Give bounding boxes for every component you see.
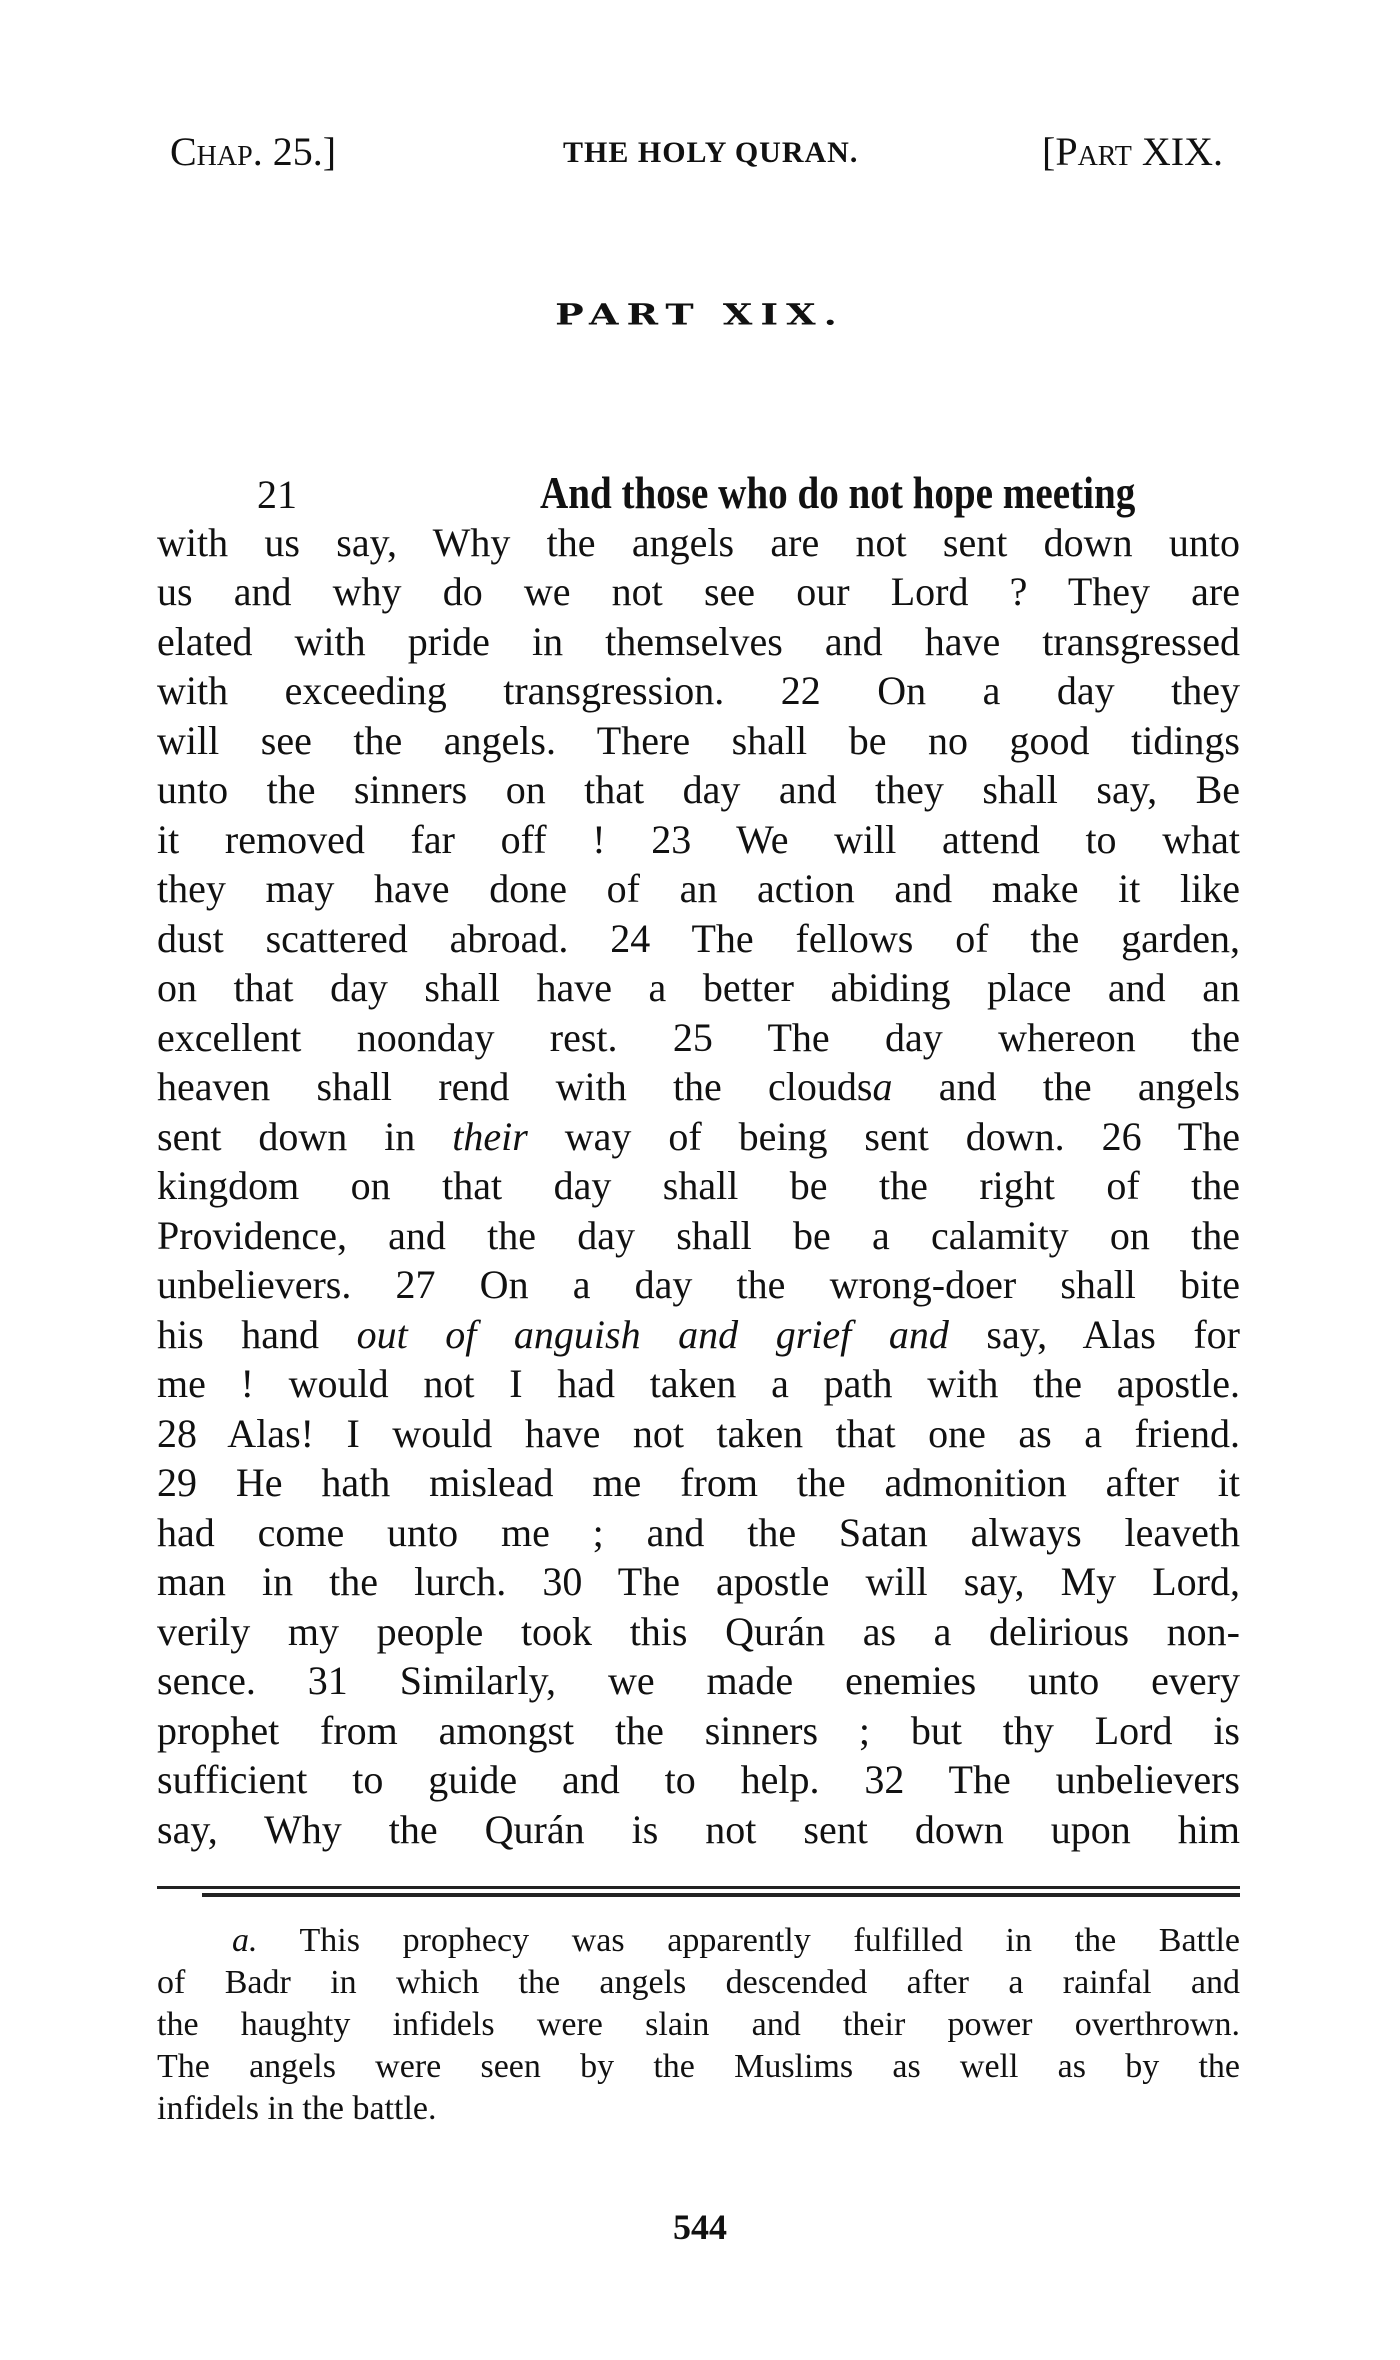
text-line	[157, 1508, 1240, 1558]
text-segment: unto the sinners on that day and they shall say, Be	[157, 767, 1240, 812]
text-line	[157, 468, 1240, 518]
text-segment: they may have done of an action and make it like	[157, 866, 1240, 911]
text-line	[157, 1112, 1240, 1162]
footnote	[157, 1920, 1240, 2130]
text-segment: and the angels	[892, 1064, 1241, 1109]
text-segment: sufficient to guide and to help. 32 The unbelievers	[157, 1757, 1240, 1802]
text-segment: will see the angels. There shall be no good tidings	[157, 717, 1240, 763]
text-line	[157, 1755, 1240, 1805]
text-line	[157, 1409, 1240, 1459]
text-segment: The angels were seen by the Muslims as well as by the	[157, 2048, 1240, 2085]
text-line	[157, 914, 1240, 964]
footnote-line	[157, 1920, 1240, 1962]
footnote-line	[157, 2046, 1240, 2088]
text-line	[157, 617, 1240, 667]
running-head-chapter: Chap. 25.]	[170, 129, 337, 174]
text-segment: Providence, and the day shall be a calamity on the	[157, 1212, 1240, 1258]
page-number: 544	[673, 2207, 727, 2247]
text-line	[157, 1211, 1240, 1261]
text-segment: say, Alas for	[948, 1311, 1240, 1357]
text-segment: sence. 31 Similarly, we made enemies unto every	[157, 1658, 1240, 1703]
text-line	[157, 1161, 1240, 1211]
text-segment: verily my people took this Qurán as a delirious non-	[157, 1608, 1240, 1654]
text-segment: his hand	[157, 1311, 357, 1357]
text-segment: way of being sent down. 26 The	[527, 1113, 1240, 1159]
text-line	[157, 1706, 1240, 1756]
text-line	[157, 864, 1240, 914]
text-segment: say, Why the Qurán is not sent down upon him	[157, 1806, 1240, 1852]
text-line	[157, 765, 1240, 815]
text-segment: kingdom on that day shall be the right of the	[157, 1163, 1240, 1208]
running-head-title: THE HOLY QURAN.	[563, 136, 859, 169]
text-segment: dust scattered abroad. 24 The fellows of the garden,	[157, 915, 1240, 961]
text-segment: on that day shall have a better abiding place and an	[157, 965, 1240, 1010]
footnote-line	[157, 1962, 1240, 2004]
text-line	[157, 1607, 1240, 1657]
text-segment: of Badr in which the angels descended after a rainfal and	[157, 1964, 1240, 2001]
footnote-rule	[157, 1886, 1240, 1901]
text-segment: us and why do we not see our Lord ? They are	[157, 569, 1240, 614]
text-segment: with us say, Why the angels are not sent down unto	[157, 519, 1240, 565]
text-segment: And those who do not hope meeting	[539, 467, 1135, 518]
text-segment: excellent noonday rest. 25 The day whereon the	[157, 1014, 1240, 1060]
text-line	[157, 518, 1240, 568]
running-head-part: [Part XIX.	[1042, 129, 1223, 174]
text-segment: sent down in	[157, 1113, 453, 1159]
text-segment: 21	[257, 472, 540, 517]
text-segment: had come unto me ; and the Satan always leaveth	[157, 1509, 1240, 1555]
text-line	[157, 1656, 1240, 1706]
footnote-line	[157, 2088, 1240, 2130]
text-line	[157, 567, 1240, 617]
text-segment: elated with pride in themselves and have transgressed	[157, 618, 1240, 664]
text-segment: prophet from amongst the sinners ; but thy Lord is	[157, 1707, 1240, 1753]
text-line	[157, 716, 1240, 766]
text-line	[157, 666, 1240, 716]
text-segment: heaven shall rend with the clouds	[157, 1064, 873, 1109]
text-line	[157, 1557, 1240, 1607]
text-segment: with exceeding transgression. 22 On a day they	[157, 668, 1240, 713]
text-line	[157, 1458, 1240, 1508]
text-line	[157, 1013, 1240, 1063]
body-text	[157, 468, 1240, 1854]
text-line	[157, 963, 1240, 1013]
text-line	[157, 1359, 1240, 1409]
text-segment: out of anguish and grief and	[356, 1311, 949, 1357]
text-line	[157, 1805, 1240, 1855]
text-segment: it removed far off ! 23 We will attend to what	[157, 816, 1240, 862]
text-line	[157, 1260, 1240, 1310]
text-segment: This prophecy was apparently fulfilled in the Battle	[257, 1922, 1240, 1959]
text-segment: me ! would not I had taken a path with the apostle.	[157, 1361, 1240, 1406]
text-segment: infidels in the battle.	[157, 2090, 437, 2127]
text-segment: a	[872, 1064, 893, 1109]
text-line	[157, 815, 1240, 865]
text-segment: unbelievers. 27 On a day the wrong-doer shall bite	[157, 1262, 1240, 1307]
text-line	[157, 1062, 1240, 1112]
text-line	[157, 1310, 1240, 1360]
text-segment: 28 Alas! I would have not taken that one as a friend.	[157, 1410, 1240, 1456]
text-segment: the haughty infidels were slain and their power overthrown.	[157, 2006, 1240, 2043]
footnote-line	[157, 2004, 1240, 2046]
text-segment: 29 He hath mislead me from the admonition after it	[157, 1460, 1240, 1505]
text-segment: a.	[232, 1922, 258, 1959]
text-segment: their	[452, 1113, 528, 1159]
part-heading: PART XIX.	[555, 297, 845, 332]
text-segment: man in the lurch. 30 The apostle will say, My Lord,	[157, 1559, 1240, 1604]
